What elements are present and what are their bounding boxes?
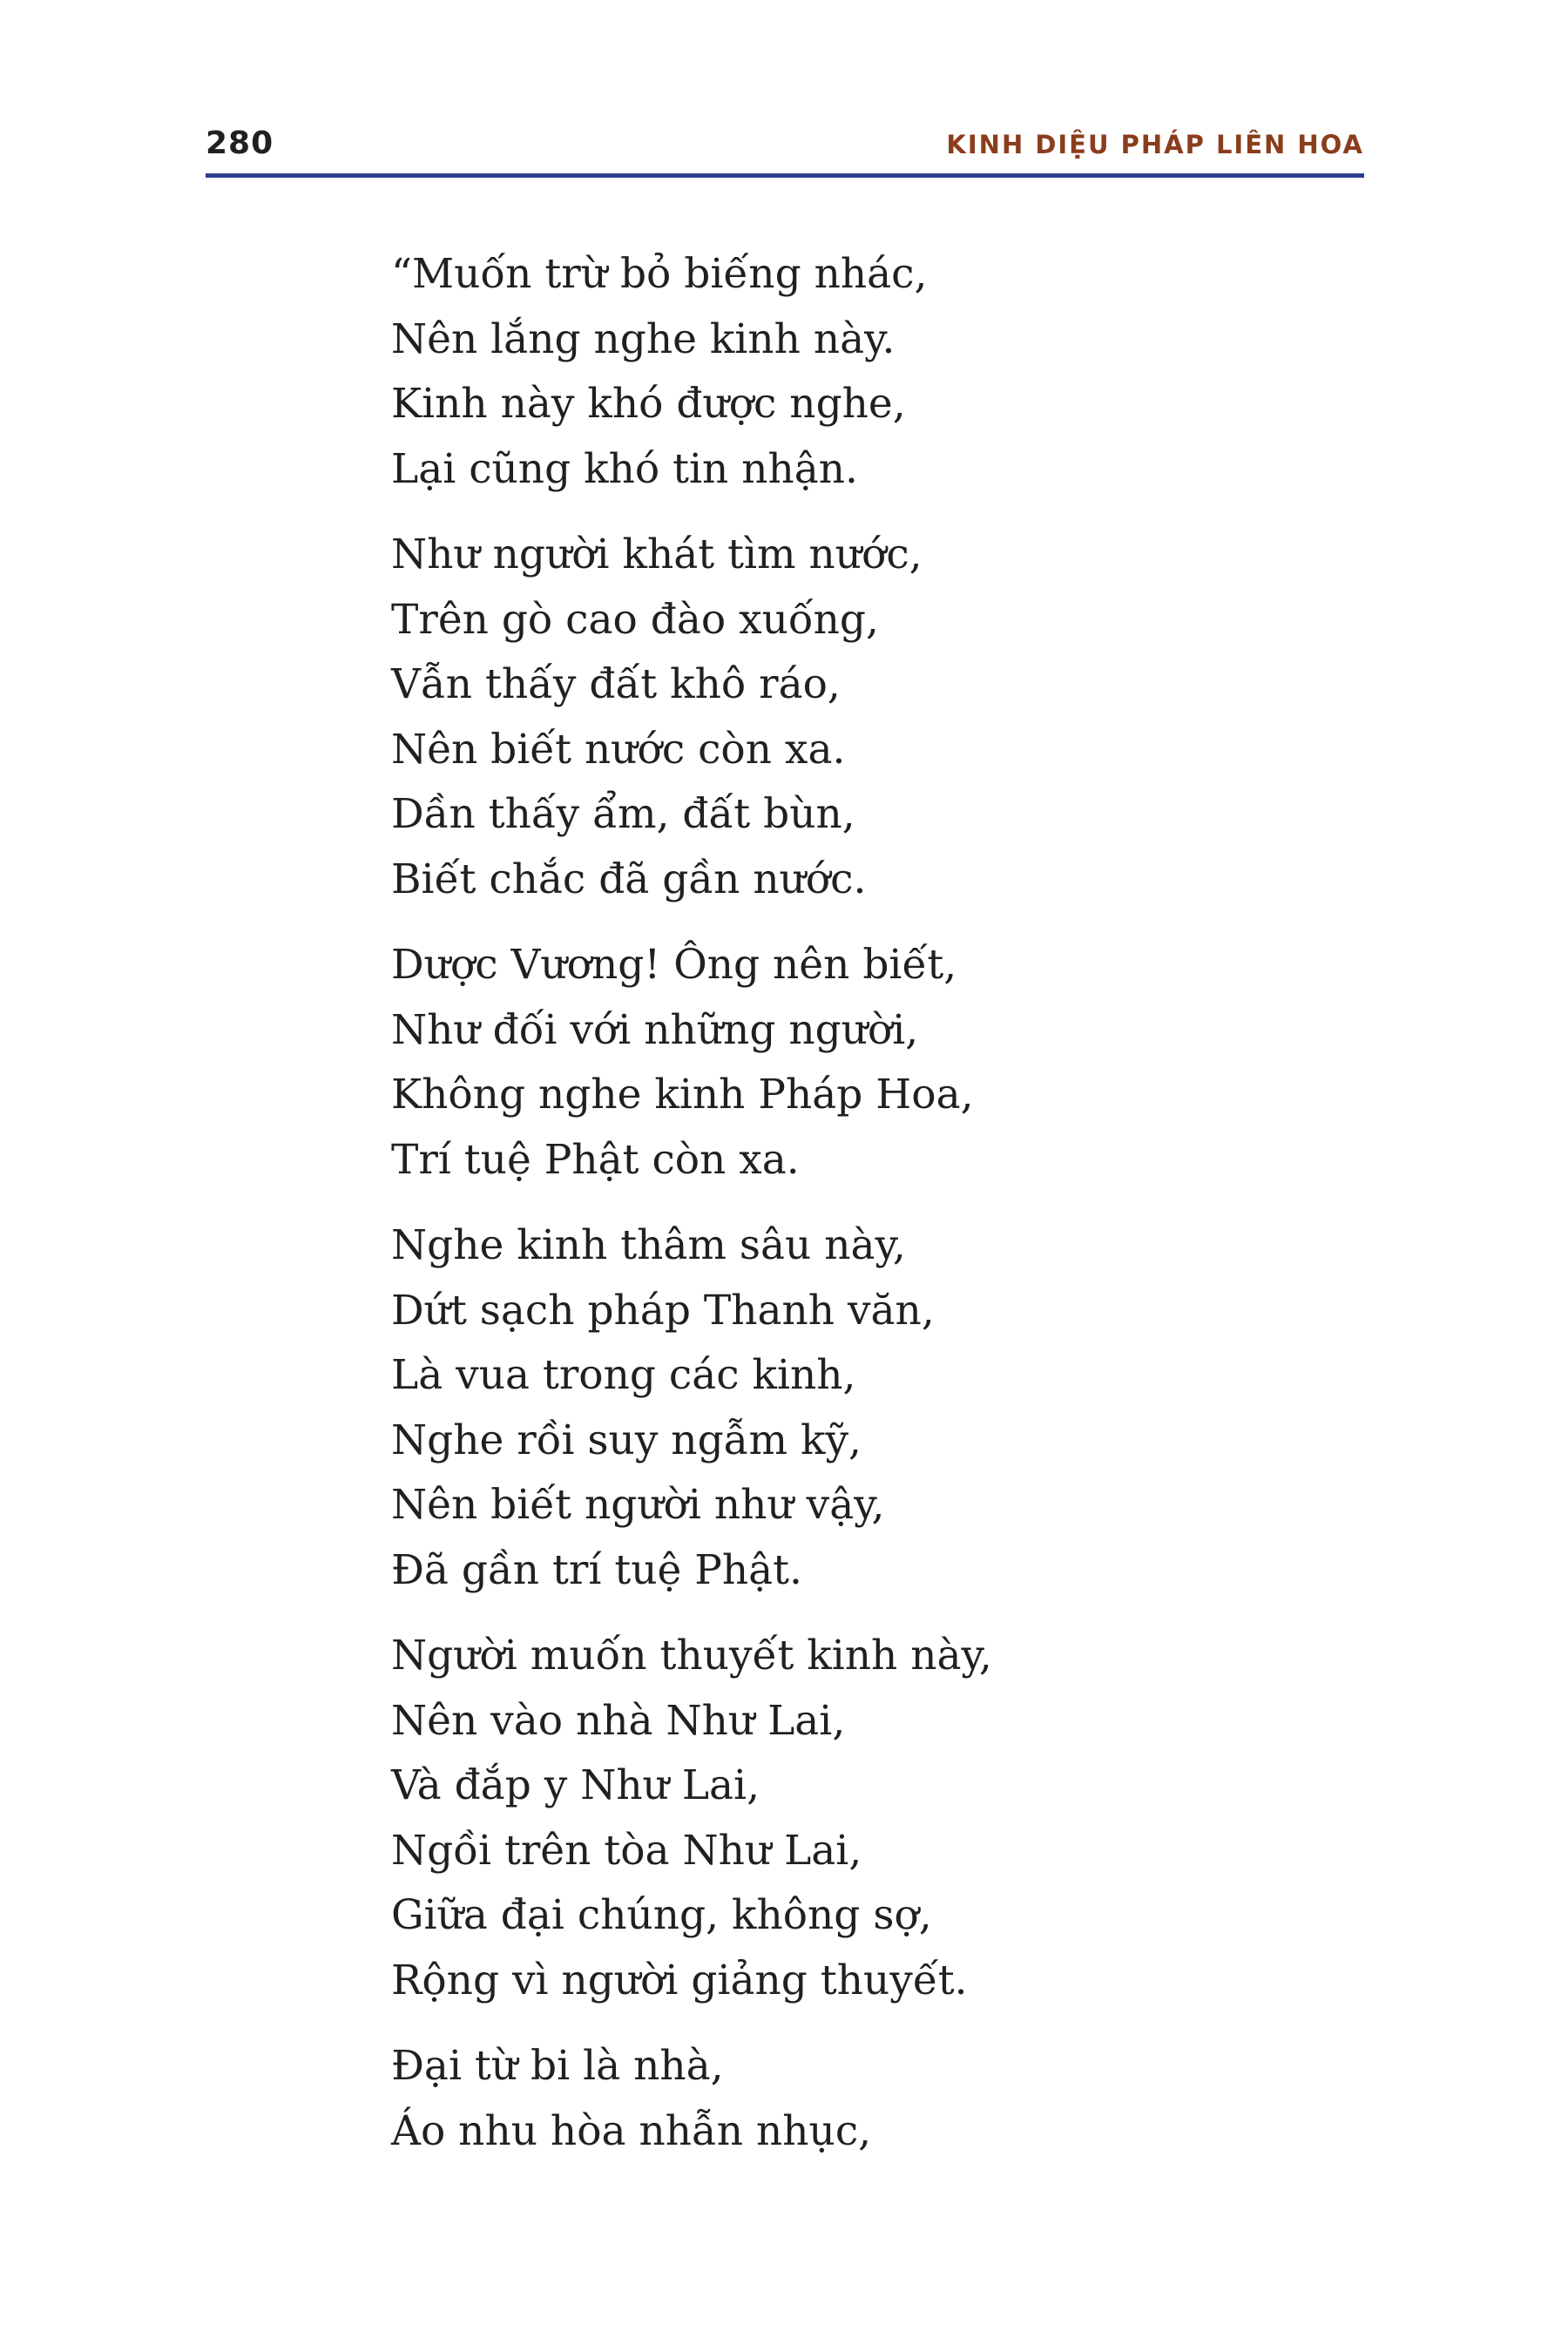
poem-line: Trên gò cao đào xuống,: [391, 595, 879, 644]
poem-line: Không nghe kinh Pháp Hoa,: [391, 1071, 974, 1119]
poem-line: Giữa đại chúng, không sợ,: [391, 1891, 932, 1939]
stanza: [391, 933, 1393, 1193]
poem-line: Vẫn thấy đất khô ráo,: [391, 660, 841, 708]
poem-line: Trí tuệ Phật còn xa.: [391, 1135, 800, 1184]
poem-line: Đã gần trí tuệ Phật.: [391, 1545, 802, 1594]
poem-line: Nên biết nước còn xa.: [391, 725, 846, 774]
poem-line: Biết chắc đã gần nước.: [391, 855, 867, 903]
running-title: KINH DIỆU PHÁP LIÊN HOA: [946, 130, 1364, 159]
poem-line: Ngồi trên tòa Như Lai,: [391, 1826, 862, 1875]
poem-line: Như người khát tìm nước,: [391, 531, 923, 578]
poem-line: Nên lắng nghe kinh này.: [391, 314, 896, 363]
stanza: [391, 2034, 1393, 2164]
poem-line: Và đắp y Như Lai,: [391, 1761, 760, 1809]
stanza: [391, 1213, 1393, 1603]
poem-line: Là vua trong các kinh,: [391, 1351, 856, 1399]
stanza: [391, 242, 1393, 502]
poem-line: Áo nhu hòa nhẫn nhục,: [391, 2106, 872, 2155]
poem-line: Dược Vương! Ông nên biết,: [391, 941, 957, 989]
page-header: [206, 122, 1364, 172]
poem-line: Người muốn thuyết kinh này,: [391, 1632, 992, 1680]
poem-line: “Muốn trừ bỏ biếng nhác,: [391, 250, 928, 298]
poem-line: Dần thấy ẩm, đất bùn,: [391, 790, 855, 838]
poem-line: Nên biết người như vậy,: [391, 1481, 885, 1529]
poem-line: Kinh này khó được nghe,: [391, 380, 906, 428]
poem-line: Dứt sạch pháp Thanh văn,: [391, 1286, 935, 1335]
stanza: [391, 523, 1393, 912]
poem-line: Nên vào nhà Như Lai,: [391, 1696, 846, 1745]
poem-line: Nghe kinh thâm sâu này,: [391, 1221, 906, 1269]
poem-line: Lại cũng khó tin nhận.: [391, 444, 858, 493]
poem-line: Rộng vì người giảng thuyết.: [391, 1956, 968, 2004]
page-number: 280: [206, 125, 274, 161]
poem-line: Như đối với những người,: [391, 1005, 919, 1054]
poem-line: Đại từ bi là nhà,: [391, 2042, 724, 2090]
poem: [391, 242, 1393, 2185]
poem-line: Nghe rồi suy ngẫm kỹ,: [391, 1416, 862, 1464]
stanza: [391, 1624, 1393, 2013]
header-rule: [206, 173, 1364, 178]
